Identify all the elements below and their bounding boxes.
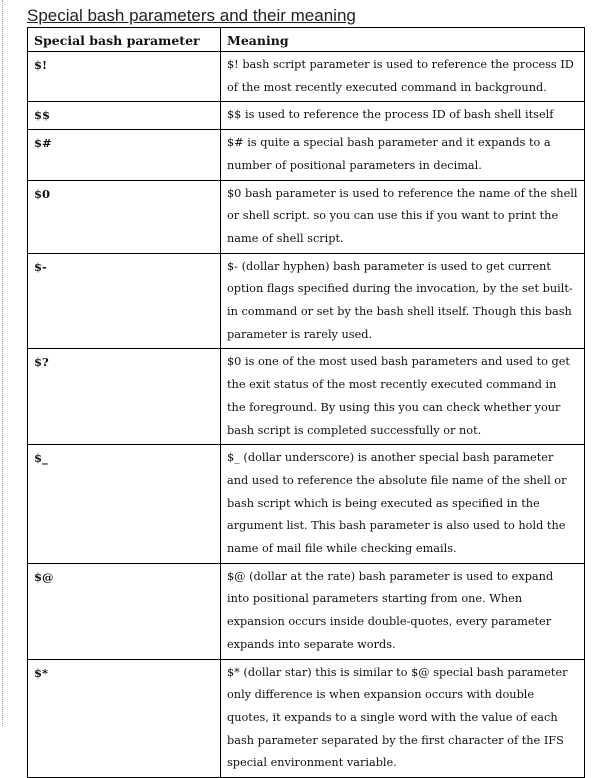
parameter-cell: $# [28,130,221,180]
parameter-cell: $- [28,253,221,349]
column-header-parameter: Special bash parameter [28,28,221,52]
parameter-cell: $0 [28,180,221,253]
page-edge [0,0,3,726]
table-row [28,52,585,102]
page-title: Special bash parameters and their meaning [27,6,356,25]
table-row [28,102,585,130]
parameter-cell: $@ [28,563,221,659]
table-row [28,563,585,659]
parameter-cell: $_ [28,445,221,564]
parameter-cell: $* [28,659,221,778]
parameters-table [27,27,585,778]
table-row [28,130,585,180]
column-header-meaning: Meaning [221,28,585,52]
meaning-cell: $0 is one of the most used bash parameters and used to get the exit status of the most recently executed command in the foreground. By using this you can check whether your bash script is completed successfully or not. [221,349,585,445]
meaning-cell: $! bash script parameter is used to reference the process ID of the most recently executed command in background. [221,52,585,102]
table-row [28,253,585,349]
table-row [28,180,585,253]
meaning-cell: $_ (dollar underscore) is another special bash parameter and used to reference the absolute file name of the shell or bash script which is being executed as specified in the argument list. This bash parameter is also used to hold the name of mail file while checking emails. [221,445,585,564]
parameter-cell: $$ [28,102,221,130]
meaning-cell: $@ (dollar at the rate) bash parameter is used to expand into positional parameters starting from one. When expansion occurs inside double-quotes, every parameter expands into separate words. [221,563,585,659]
table-row [28,659,585,778]
parameter-cell: $! [28,52,221,102]
meaning-cell: $$ is used to reference the process ID of bash shell itself [221,102,585,130]
table-row [28,349,585,445]
meaning-cell: $* (dollar star) this is similar to $@ special bash parameter only difference is when expansion occurs with double quotes, it expands to a single word with the value of each bash parameter separated by the first character of the IFS special environment variable. [221,659,585,778]
table-row [28,445,585,564]
meaning-cell: $- (dollar hyphen) bash parameter is used to get current option flags specified during the invocation, by the set built-in command or set by the bash shell itself. Though this bash parameter is rarely used. [221,253,585,349]
parameter-cell: $? [28,349,221,445]
table-header-row [28,28,585,52]
meaning-cell: $0 bash parameter is used to reference the name of the shell or shell script. so you can use this if you want to print the name of shell script. [221,180,585,253]
meaning-cell: $# is quite a special bash parameter and it expands to a number of positional parameters in decimal. [221,130,585,180]
